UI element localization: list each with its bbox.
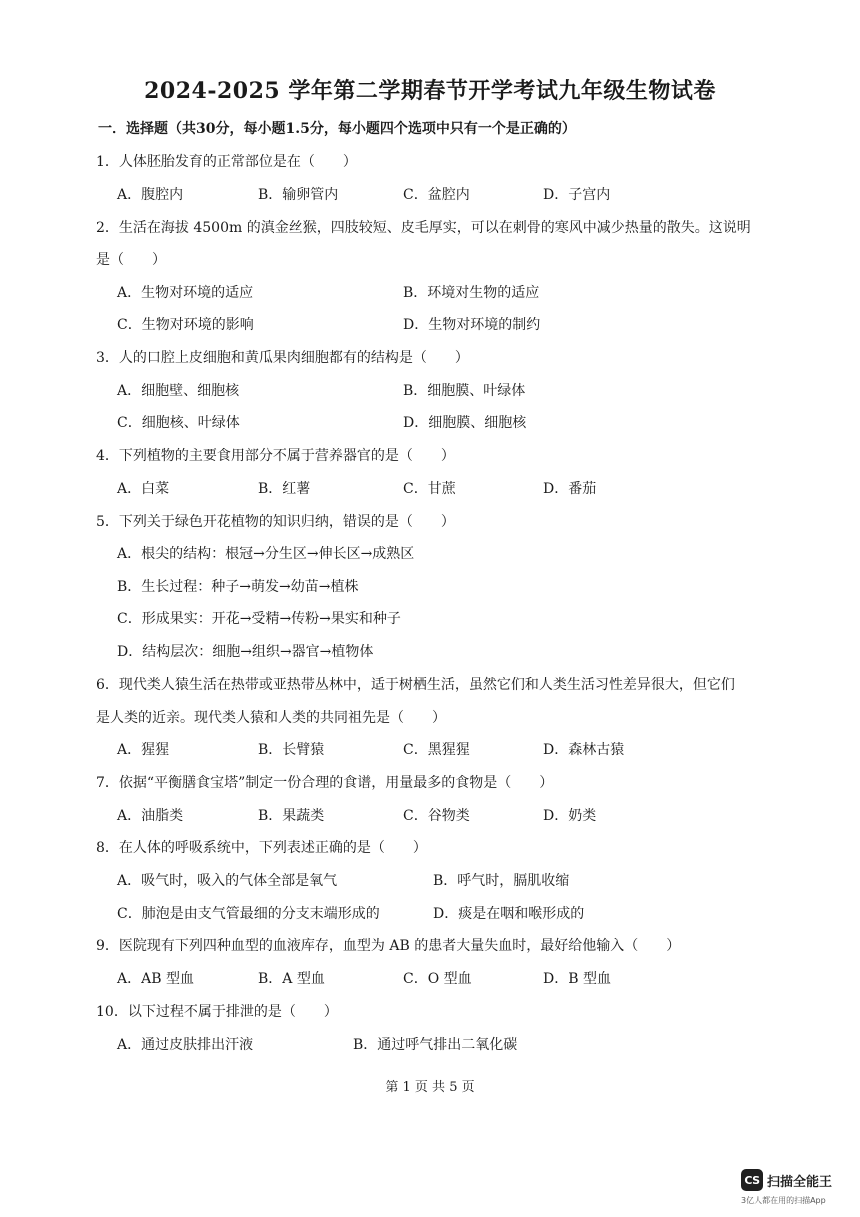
q4-option-c: C．甘蔗: [403, 481, 456, 497]
q2-option-b: B．环境对生物的适应: [403, 285, 540, 301]
question-5-stem: 5．下列关于绿色开花植物的知识归纳，错误的是（ ）: [96, 514, 455, 530]
scanner-tagline: 3亿人都在用的扫描App: [741, 1196, 826, 1205]
q9-option-a: A．AB 型血: [117, 971, 194, 987]
page-number: 第 1 页 共 5 页: [385, 1080, 475, 1095]
section-heading: 一．选择题（共30分，每小题1.5分，每小题四个选项中只有一个是正确的）: [98, 121, 576, 137]
q5-option-b: B．生长过程：种子→萌发→幼苗→植株: [117, 579, 359, 595]
q5-option-a: A．根尖的结构：根冠→分生区→伸长区→成熟区: [117, 546, 415, 562]
q7-option-a: A．油脂类: [117, 808, 184, 824]
q9-option-c: C．O 型血: [403, 971, 472, 987]
q6-option-c: C．黑猩猩: [403, 742, 470, 758]
q5-option-c: C．形成果实：开花→受精→传粉→果实和种子: [117, 611, 401, 627]
question-1-stem: 1．人体胚胎发育的正常部位是在（ ）: [96, 154, 357, 170]
q5-option-d: D．结构层次：细胞→组织→器官→植物体: [117, 644, 374, 660]
q6-option-a: A．猩猩: [117, 742, 170, 758]
q1-option-b: B．输卵管内: [258, 187, 339, 203]
camscanner-logo-icon: CS: [741, 1169, 763, 1191]
q3-option-d: D．细胞膜、细胞核: [403, 415, 527, 431]
scanner-watermark: [741, 1169, 832, 1191]
q2-option-d: D．生物对环境的制约: [403, 317, 541, 333]
q8-option-a: A．吸气时，吸入的气体全部是氧气: [117, 873, 338, 889]
question-3-stem: 3．人的口腔上皮细胞和黄瓜果肉细胞都有的结构是（ ）: [96, 350, 469, 366]
q9-option-d: D．B 型血: [543, 971, 611, 987]
q7-option-d: D．奶类: [543, 808, 597, 824]
q4-option-b: B．红薯: [258, 481, 311, 497]
question-6-stem-line1: 6．现代类人猿生活在热带或亚热带丛林中，适于树栖生活，虽然它们和人类生活习性差异很大，但它们: [96, 677, 735, 693]
question-2-stem-line1: 2．生活在海拔 4500m 的滇金丝猴，四肢较短、皮毛厚实，可以在刺骨的寒风中减少热量的散失。这说明: [96, 220, 751, 236]
q4-option-d: D．番茄: [543, 481, 597, 497]
q4-option-a: A．白菜: [117, 481, 170, 497]
q2-option-a: A．生物对环境的适应: [117, 285, 254, 301]
q10-option-b: B．通过呼气排出二氧化碳: [353, 1037, 518, 1053]
q3-option-c: C．细胞核、叶绿体: [117, 415, 240, 431]
question-2-stem-line2: 是（ ）: [96, 252, 166, 268]
q8-option-c: C．肺泡是由支气管最细的分支末端形成的: [117, 906, 380, 922]
q8-option-d: D．痰是在咽和喉形成的: [433, 906, 585, 922]
question-6-stem-line2: 是人类的近亲。现代类人猿和人类的共同祖先是（ ）: [96, 710, 446, 726]
q10-option-a: A．通过皮肤排出汗液: [117, 1037, 254, 1053]
question-9-stem: 9．医院现有下列四种血型的血液库存，血型为 AB 的患者大量失血时，最好给他输入（ ）: [96, 938, 681, 954]
scanner-app-name: 扫描全能王: [767, 1174, 833, 1190]
q9-option-b: B．A 型血: [258, 971, 325, 987]
q1-option-a: A．腹腔内: [117, 187, 184, 203]
q6-option-b: B．长臂猿: [258, 742, 325, 758]
q2-option-c: C．生物对环境的影响: [117, 317, 254, 333]
question-8-stem: 8．在人体的呼吸系统中，下列表述正确的是（ ）: [96, 840, 427, 856]
q7-option-c: C．谷物类: [403, 808, 470, 824]
q1-option-c: C．盆腔内: [403, 187, 470, 203]
question-7-stem: 7．依据“平衡膳食宝塔”制定一份合理的食谱，用量最多的食物是（ ）: [96, 775, 554, 791]
q7-option-b: B．果蔬类: [258, 808, 325, 824]
q1-option-d: D．子宫内: [543, 187, 611, 203]
question-4-stem: 4．下列植物的主要食用部分不属于营养器官的是（ ）: [96, 448, 455, 464]
question-10-stem: 10．以下过程不属于排泄的是（ ）: [96, 1004, 338, 1020]
q6-option-d: D．森林古猿: [543, 742, 625, 758]
q3-option-a: A．细胞壁、细胞核: [117, 383, 240, 399]
q3-option-b: B．细胞膜、叶绿体: [403, 383, 526, 399]
q8-option-b: B．呼气时，膈肌收缩: [433, 873, 570, 889]
exam-title: 2024-2025 学年第二学期春节开学考试九年级生物试卷: [144, 78, 716, 104]
